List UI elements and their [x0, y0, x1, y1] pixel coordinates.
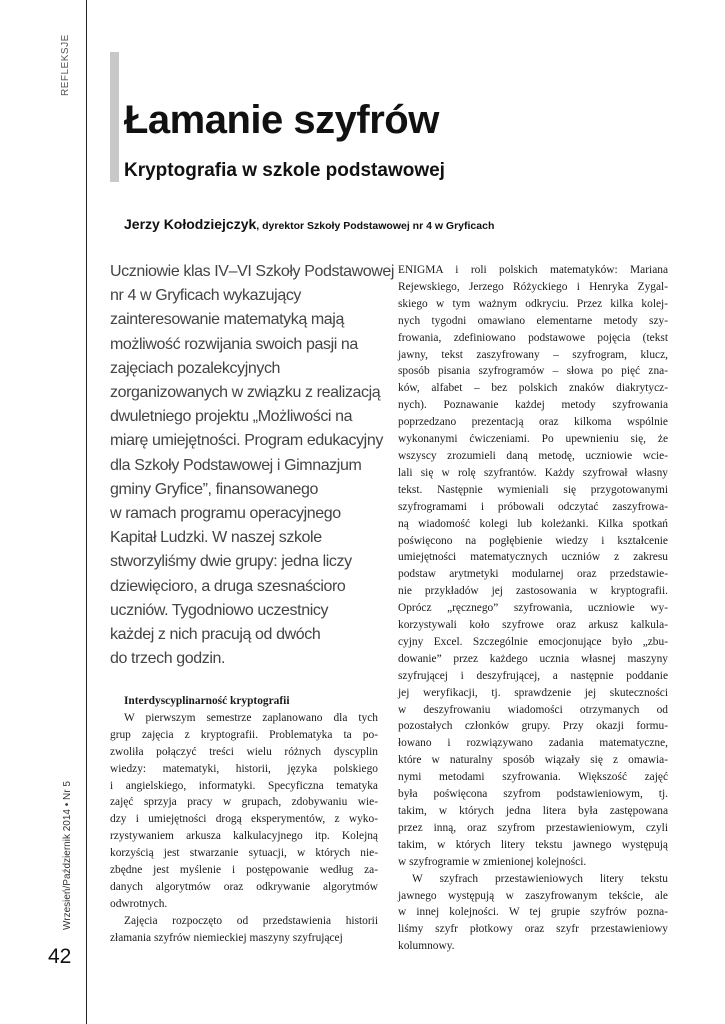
text-line: Uczniowie klas IV–VI Szkoły Podstawowej: [110, 263, 395, 280]
text-line: dzy i umiejętności drogą eksperymentów, z wyko-: [110, 813, 378, 826]
text-line: złamania szyfrów niemieckiej maszyny szyfrującej: [110, 931, 343, 944]
section-label: REFLEKSJE: [60, 34, 71, 96]
text-line: takim, w których litery tekstu jawnego występują: [398, 838, 668, 851]
text-line: danych algorytmów oraz odkrywanie algorytmów: [110, 880, 378, 893]
text-line: przez inną, oraz szyfrom przestawieniowym, czyli: [398, 821, 668, 834]
lead-paragraph: [110, 260, 395, 671]
text-line: ENIGMA i roli polskich matematyków: Mariana: [398, 264, 668, 276]
text-line: dwuletniego projektu „Możliwości na: [110, 408, 353, 426]
text-line: frowania, zdefiniowano podstawowe pojęcia (tekst: [398, 331, 668, 344]
issue-label: Wrzesień/Październik 2014 • Nr 5: [62, 781, 73, 930]
text-line: nie przykładów jej zastosowania w kryptografii.: [398, 585, 668, 598]
text-line: korzyścią jest stwarzanie sytuacji, w których nie-: [110, 847, 378, 860]
text-line: zwoliła połączyć treści wielu różnych dyscyplin: [110, 745, 378, 758]
text-line: wykonanymi ćwiczeniami. Po upewnieniu się, że: [398, 433, 668, 446]
left-column: [110, 693, 378, 947]
text-line: odwrotnych.: [110, 897, 168, 910]
text-line: jawnego występują w zaszyfrowanym tekście, ale: [398, 889, 668, 902]
text-line: nych tygodni omawiano elementarne metody szy-: [398, 314, 668, 327]
text-line: Kapitał Ludzki. W naszej szkole: [110, 529, 322, 547]
text-line: Zajęcia rozpoczęto od przedstawienia historii: [124, 914, 378, 927]
text-line: dowanie” przez każdego ucznia własnej maszyny: [398, 652, 668, 665]
text-line: jej weryfikacji, tj. sprawdzenie jej skuteczności: [398, 686, 668, 699]
text-line: była poświęcona szyfrom podstawieniowym, tj.: [398, 788, 668, 801]
text-line: jawny, tekst zaszyfrowany – szyfrogram, klucz,: [398, 348, 668, 361]
text-line: do trzech godzin.: [110, 650, 226, 668]
text-line: miarę umiejętności. Program edukacyjny: [110, 432, 383, 450]
text-line: w szyfrogramie w zmienionej kolejności.: [398, 855, 587, 868]
page-number: 42: [48, 945, 72, 968]
text-line: i angielskiego, informatyki. Specyficzna tematyka: [110, 779, 378, 792]
text-line: dziewięcioro, a druga szesnaścioro: [110, 577, 346, 595]
text-line: w innej kolejności. W tej grupie szyfrów pozna-: [398, 906, 668, 919]
byline: [124, 216, 494, 232]
text-line: dla Szkoły Podstawowej i Gimnazjum: [110, 456, 362, 474]
author-name: Jerzy Kołodziejczyk: [124, 216, 257, 232]
text-line: nych). Poznawanie każdej metody szyfrowania: [398, 399, 668, 412]
text-line: tekst. Następnie wymieniali się przygotowanymi: [398, 483, 668, 496]
text-line: możliwość rozwijania swoich pasji na: [110, 335, 358, 353]
article-title: Łamanie szyfrów: [124, 98, 439, 142]
text-line: zajęć sprzyja pracy w grupach, zdobywaniu wie-: [110, 796, 378, 809]
text-line: W pierwszym semestrze zaplanowano dla tych: [124, 711, 378, 724]
text-line: które w naturalny sposób wiązały się z omawia-: [398, 754, 668, 767]
text-line: sposób pisania szyfrogramów – słowa po pięć zna-: [398, 365, 668, 378]
text-line: umiejętności matematycznych uczniów z zakresu: [398, 551, 668, 564]
margin-rule: [86, 0, 87, 1024]
text-line: zainteresowanie matematyką mają: [110, 311, 344, 329]
text-line: uczniów. Tygodniowo uczestnicy: [110, 601, 329, 619]
title-accent-bar: [110, 52, 119, 182]
author-role: , dyrektor Szkoły Podstawowej nr 4 w Gryficach: [256, 220, 495, 232]
text-line: w ramach programu operacyjnego: [110, 505, 341, 523]
text-line: rzystywaniem arkusza kalkulacyjnego itp. Kolejną: [110, 830, 378, 843]
text-line: korzystywali koło szyfrowe oraz arkusz kalkula-: [398, 619, 668, 632]
text-line: zajęciach pozalekcyjnych: [110, 359, 281, 377]
text-line: stworzyliśmy dwie grupy: jedna liczy: [110, 553, 352, 571]
article-subtitle: Kryptografia w szkole podstawowej: [124, 160, 445, 181]
text-line: w deszyfrowaniu wiadomości otrzymanych od: [398, 703, 668, 716]
text-line: wiedzy: matematyki, historii, języka polskiego: [110, 762, 378, 775]
text-line: takim, w których jedna litera była zastępowana: [398, 805, 668, 817]
text-line: ną wiadomość kolegi lub koleżanki. Kilka spotkań: [398, 517, 668, 530]
text-line: ków, alfabet – bez polskich znaków diakrytycz-: [398, 382, 668, 395]
text-line: Oprócz „ręcznego” szyfrowania, uczniowie wy-: [398, 602, 668, 615]
text-line: lali się w rolę szyfrantów. Każdy szyfrował własny: [398, 466, 668, 479]
text-line: W szyfrach przestawieniowych litery tekstu: [412, 872, 668, 885]
text-line: szyfrującej i deszyfrującej, a następnie poddanie: [398, 669, 668, 682]
text-line: poprzedzano prezentacją oraz kilkoma wspólnie: [398, 416, 668, 429]
text-line: poświęcono na pogłębienie wiedzy i kształcenie: [398, 534, 668, 547]
text-line: łowano i rozwiązywano zadania matematyczne,: [398, 737, 668, 750]
text-line: nymi metodami szyfrowania. Większość zajęć: [398, 771, 668, 784]
section-heading: Interdyscyplinarność kryptografii: [124, 695, 290, 707]
text-line: kolumnowy.: [398, 940, 455, 953]
text-line: wszyscy zrozumieli daną metodę, uczniowie wcie-: [398, 449, 668, 462]
text-line: każdej z nich pracują od dwóch: [110, 626, 321, 644]
right-column: [398, 262, 668, 955]
text-line: liśmy szyfr płotkowy oraz szyfr przestawieniowy: [398, 923, 668, 936]
text-line: pozostałych członków grupy. Przy okazji formu-: [398, 720, 668, 733]
text-line: podstaw arytmetyki modularnej oraz przedstawie-: [398, 568, 668, 581]
text-line: zbędne jest myślenie i postępowanie według za-: [110, 864, 378, 877]
text-line: gminy Gryfice”, finansowanego: [110, 480, 319, 498]
text-line: cyjny Excel. Szczególnie emocjonujące było „zbu-: [398, 635, 668, 648]
text-line: skiego w tym ważnym odkryciu. Przez kilka kolej-: [398, 297, 668, 310]
text-line: szyfrogramami i próbowali odczytać zaszyfrowa-: [398, 500, 668, 513]
text-line: Rejewskiego, Jerzego Różyckiego i Henryka Zygal-: [398, 280, 668, 293]
text-line: zorganizowanych w związku z realizacją: [110, 384, 381, 402]
text-line: nr 4 w Gryficach wykazujący: [110, 287, 302, 305]
text-line: grup zajęcia z kryptografii. Problematyka ta po-: [110, 728, 378, 741]
